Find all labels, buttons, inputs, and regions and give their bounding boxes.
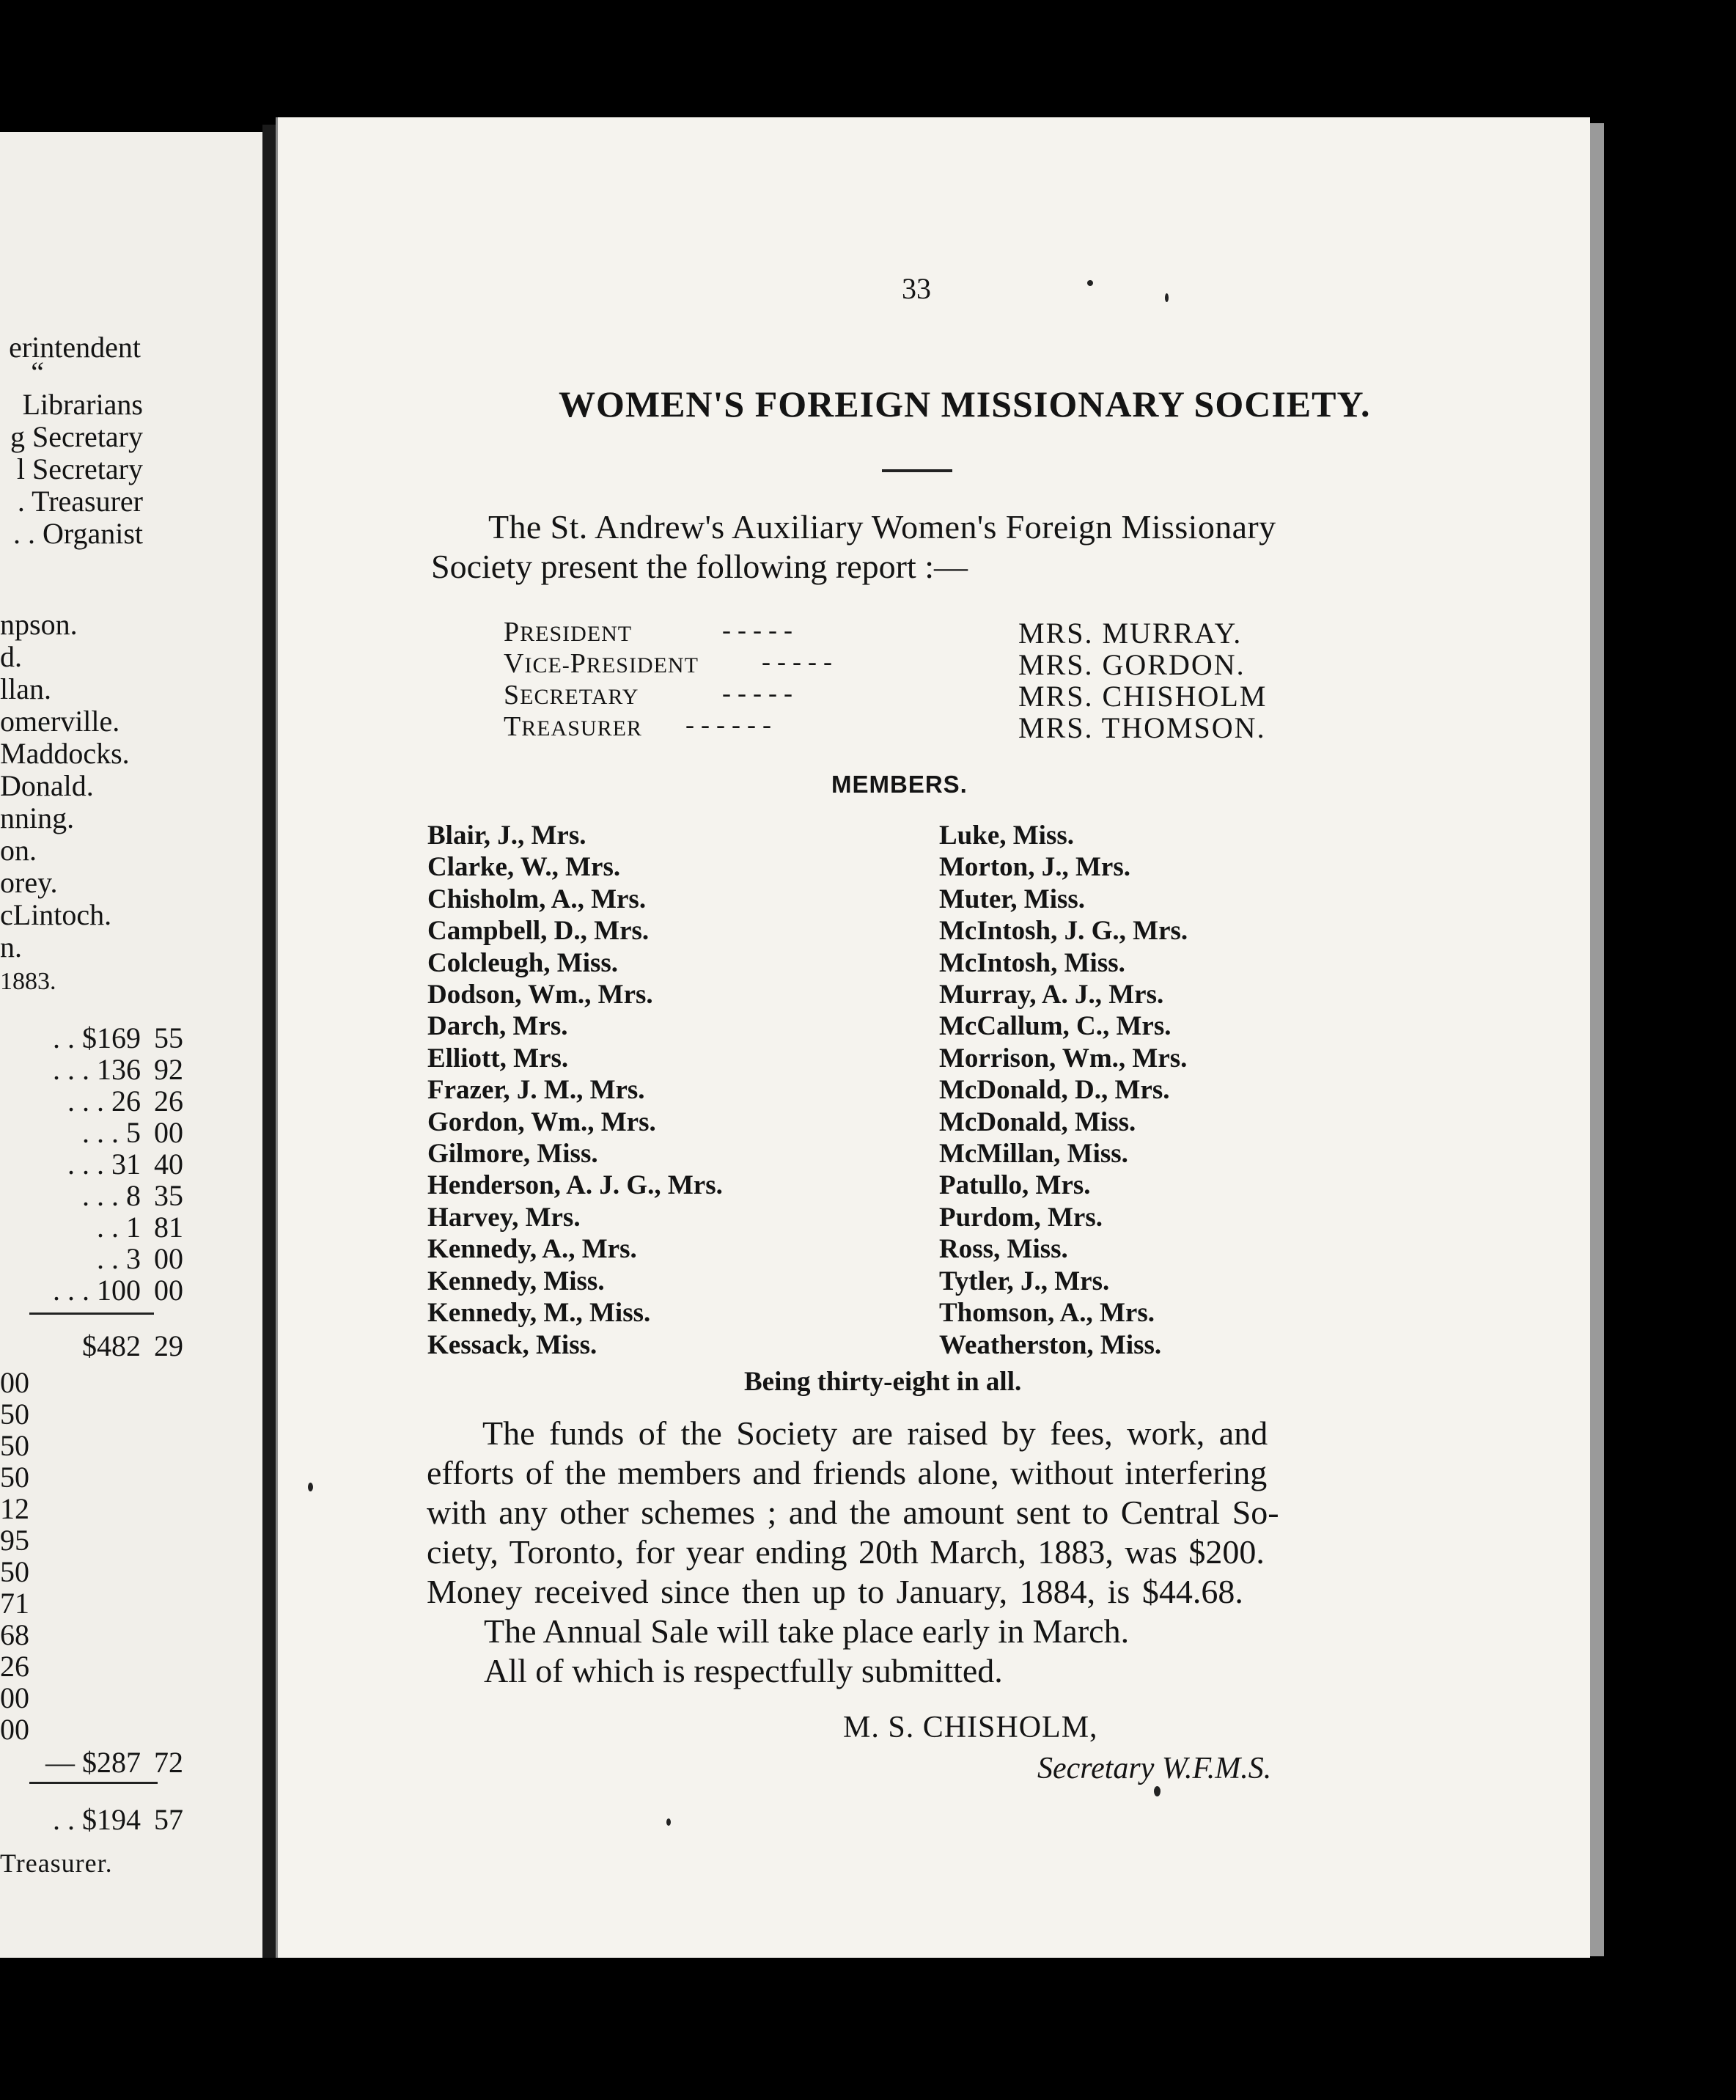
member-name: Elliott, Mrs. xyxy=(427,1043,569,1073)
members-total: Being thirty-eight in all. xyxy=(744,1367,1022,1397)
balance-dollars: . . $194 xyxy=(53,1803,141,1836)
left-name-line: orey. xyxy=(0,866,58,899)
member-name: Harvey, Mrs. xyxy=(427,1202,581,1233)
member-name: Dodson, Wm., Mrs. xyxy=(427,980,653,1010)
member-name: Tytler, J., Mrs. xyxy=(939,1266,1110,1296)
left-name-line: cLintoch. xyxy=(0,898,112,931)
member-name: Luke, Miss. xyxy=(939,820,1075,851)
expense-cents: 68 xyxy=(0,1618,29,1651)
role-initial: V xyxy=(504,648,525,679)
left-officer-line: erintendent xyxy=(9,331,141,364)
member-name: Muter, Miss. xyxy=(939,884,1086,914)
funds-line: ciety, Toronto, for year ending 20th March, 1883, was $200. xyxy=(427,1533,1265,1571)
member-name: McDonald, D., Mrs. xyxy=(939,1075,1170,1106)
officer-role-president xyxy=(504,616,632,648)
left-name-line: Maddocks. xyxy=(0,737,130,770)
left-name-line: d. xyxy=(0,640,22,673)
member-name: Campbell, D., Mrs. xyxy=(427,916,650,947)
officer-role-vice-president xyxy=(504,647,699,680)
member-name: McIntosh, J. G., Mrs. xyxy=(939,916,1188,947)
officer-name-secretary: MRS. CHISHOLM xyxy=(1018,680,1268,713)
officer-name-president: MRS. MURRAY. xyxy=(1018,617,1243,650)
role-initial: P xyxy=(504,617,521,647)
left-name-line: llan. xyxy=(0,672,51,705)
member-name: Morton, J., Mrs. xyxy=(939,852,1130,883)
left-name-line: on. xyxy=(0,834,37,867)
left-name-line: Donald. xyxy=(0,769,94,802)
left-officer-line: g Secretary xyxy=(10,420,143,453)
member-name: Kennedy, Miss. xyxy=(427,1266,605,1296)
receipt-dollars: . . . 136 xyxy=(53,1053,141,1086)
funds-line: efforts of the members and friends alone, without interfering xyxy=(427,1454,1268,1491)
expense-cents: 00 xyxy=(0,1366,29,1399)
receipt-cents: 00 xyxy=(154,1274,183,1307)
leader-dashes: - - - - - - xyxy=(685,710,771,739)
member-name: Chisholm, A., Mrs. xyxy=(427,884,647,914)
role-initial: T xyxy=(504,711,522,742)
member-name: Gordon, Wm., Mrs. xyxy=(427,1106,656,1137)
expense-cents: 71 xyxy=(0,1587,29,1620)
expense-cents: 26 xyxy=(0,1650,29,1683)
role-initial: S xyxy=(504,680,521,711)
left-name-line: n. xyxy=(0,930,22,963)
left-facing-page xyxy=(0,132,264,1958)
left-officer-line: . Treasurer xyxy=(17,485,143,518)
role-rest: RESIDENT xyxy=(520,622,633,646)
signatory-name: M. S. CHISHOLM, xyxy=(843,1711,1098,1744)
members-list-left xyxy=(427,820,723,1361)
funds-line: Money received since then up to January, 1884, is $44.68. xyxy=(427,1573,1243,1610)
intro-line: Society present the following report :— xyxy=(431,548,968,585)
receipt-dollars: . . . 31 xyxy=(67,1148,141,1181)
receipt-cents: 35 xyxy=(154,1179,183,1212)
receipt-dollars: . . . 8 xyxy=(82,1179,141,1212)
role-rest: ECRETARY xyxy=(520,685,639,709)
receipts-total-cents: 29 xyxy=(154,1329,183,1362)
member-name: Henderson, A. J. G., Mrs. xyxy=(427,1170,723,1201)
left-officer-line: Librarians xyxy=(22,388,143,421)
left-treasurer-signature: Treasurer. xyxy=(0,1848,113,1878)
left-year-heading: 1883. xyxy=(0,968,56,995)
role-rest: REASURER xyxy=(521,716,642,741)
receipts-total-rule xyxy=(29,1312,154,1315)
leader-dashes: - - - - - xyxy=(722,615,792,645)
title-rule xyxy=(882,469,952,472)
receipt-dollars: . . . 5 xyxy=(82,1116,141,1149)
receipt-cents: 40 xyxy=(154,1148,183,1181)
print-speck xyxy=(308,1483,313,1491)
right-page xyxy=(276,117,1590,1958)
member-name: Patullo, Mrs. xyxy=(939,1170,1091,1201)
member-name: McMillan, Miss. xyxy=(939,1139,1128,1170)
page-title: WOMEN'S FOREIGN MISSIONARY SOCIETY. xyxy=(559,383,1371,425)
balance-cents: 57 xyxy=(154,1803,183,1836)
receipt-cents: 55 xyxy=(154,1021,183,1054)
member-name: Blair, J., Mrs. xyxy=(427,820,586,851)
receipt-cents: 26 xyxy=(154,1084,183,1117)
left-name-line: omerville. xyxy=(0,705,120,738)
leader-dashes: - - - - - xyxy=(762,647,832,676)
receipts-total-dollars: $482 xyxy=(82,1329,141,1362)
annual-sale-line: The Annual Sale will take place early in March. xyxy=(484,1612,1130,1650)
expenses-total-cents: 72 xyxy=(154,1746,183,1779)
expense-cents: 50 xyxy=(0,1429,29,1462)
balance-rule xyxy=(29,1782,158,1784)
member-name: Ross, Miss. xyxy=(939,1234,1068,1265)
page-number: 33 xyxy=(902,272,931,305)
role-rest: RESIDENT xyxy=(586,653,699,678)
funds-line: with any other schemes ; and the amount sent to Central So- xyxy=(427,1494,1279,1531)
member-name: Kessack, Miss. xyxy=(427,1329,597,1360)
member-name: Murray, A. J., Mrs. xyxy=(939,980,1164,1010)
member-name: Gilmore, Miss. xyxy=(427,1139,598,1170)
member-name: McIntosh, Miss. xyxy=(939,947,1125,978)
receipt-cents: 81 xyxy=(154,1211,183,1244)
members-heading: MEMBERS. xyxy=(831,771,968,798)
members-list-right xyxy=(939,820,1188,1361)
expense-cents: 00 xyxy=(0,1681,29,1714)
intro-line: The St. Andrew's Auxiliary Women's Foreign Missionary xyxy=(488,508,1276,546)
closing-line: All of which is respectfully submitted. xyxy=(484,1652,1003,1689)
member-name: Colcleugh, Miss. xyxy=(427,947,619,978)
leader-dashes: - - - - - xyxy=(722,678,792,708)
member-name: Frazer, J. M., Mrs. xyxy=(427,1075,645,1106)
role-rest: ICE- xyxy=(524,653,570,678)
expense-cents: 00 xyxy=(0,1713,29,1746)
receipt-dollars: . . $169 xyxy=(53,1021,141,1054)
role-initial: P xyxy=(570,648,586,679)
signatory-title: Secretary W.F.M.S. xyxy=(1037,1752,1272,1785)
receipt-dollars: . . . 26 xyxy=(67,1084,141,1117)
left-officer-line: “ xyxy=(31,356,44,389)
expense-cents: 50 xyxy=(0,1461,29,1494)
receipt-dollars: . . 3 xyxy=(97,1242,141,1275)
receipt-dollars: . . 1 xyxy=(97,1211,141,1244)
print-speck xyxy=(666,1818,671,1826)
member-name: Thomson, A., Mrs. xyxy=(939,1298,1155,1329)
officer-name-treasurer: MRS. THOMSON. xyxy=(1018,711,1266,744)
receipt-cents: 00 xyxy=(154,1116,183,1149)
print-speck xyxy=(1087,280,1093,286)
member-name: Weatherston, Miss. xyxy=(939,1329,1162,1360)
expense-cents: 95 xyxy=(0,1524,29,1557)
member-name: Kennedy, A., Mrs. xyxy=(427,1234,637,1265)
member-name: McCallum, C., Mrs. xyxy=(939,1011,1172,1042)
receipt-cents: 92 xyxy=(154,1053,183,1086)
expense-cents: 50 xyxy=(0,1398,29,1431)
receipt-cents: 00 xyxy=(154,1242,183,1275)
officer-name-vice-president: MRS. GORDON. xyxy=(1018,648,1246,681)
receipt-dollars: . . . 100 xyxy=(53,1274,141,1307)
member-name: Kennedy, M., Miss. xyxy=(427,1298,651,1329)
member-name: McDonald, Miss. xyxy=(939,1106,1136,1137)
funds-line: The funds of the Society are raised by fees, work, and xyxy=(482,1414,1268,1452)
member-name: Morrison, Wm., Mrs. xyxy=(939,1043,1188,1073)
officer-role-treasurer xyxy=(504,711,642,743)
member-name: Purdom, Mrs. xyxy=(939,1202,1103,1233)
expense-cents: 50 xyxy=(0,1555,29,1588)
member-name: Clarke, W., Mrs. xyxy=(427,852,621,883)
expense-cents: 12 xyxy=(0,1492,29,1525)
print-speck xyxy=(1165,293,1169,302)
left-officer-line: l Secretary xyxy=(16,452,143,485)
print-speck xyxy=(1154,1786,1161,1796)
member-name: Darch, Mrs. xyxy=(427,1011,568,1042)
left-name-line: nning. xyxy=(0,801,75,834)
left-officer-line: . . Organist xyxy=(12,517,143,550)
left-name-line: npson. xyxy=(0,608,78,641)
expenses-total-dollars: — $287 xyxy=(45,1746,141,1779)
officer-role-secretary xyxy=(504,679,639,711)
